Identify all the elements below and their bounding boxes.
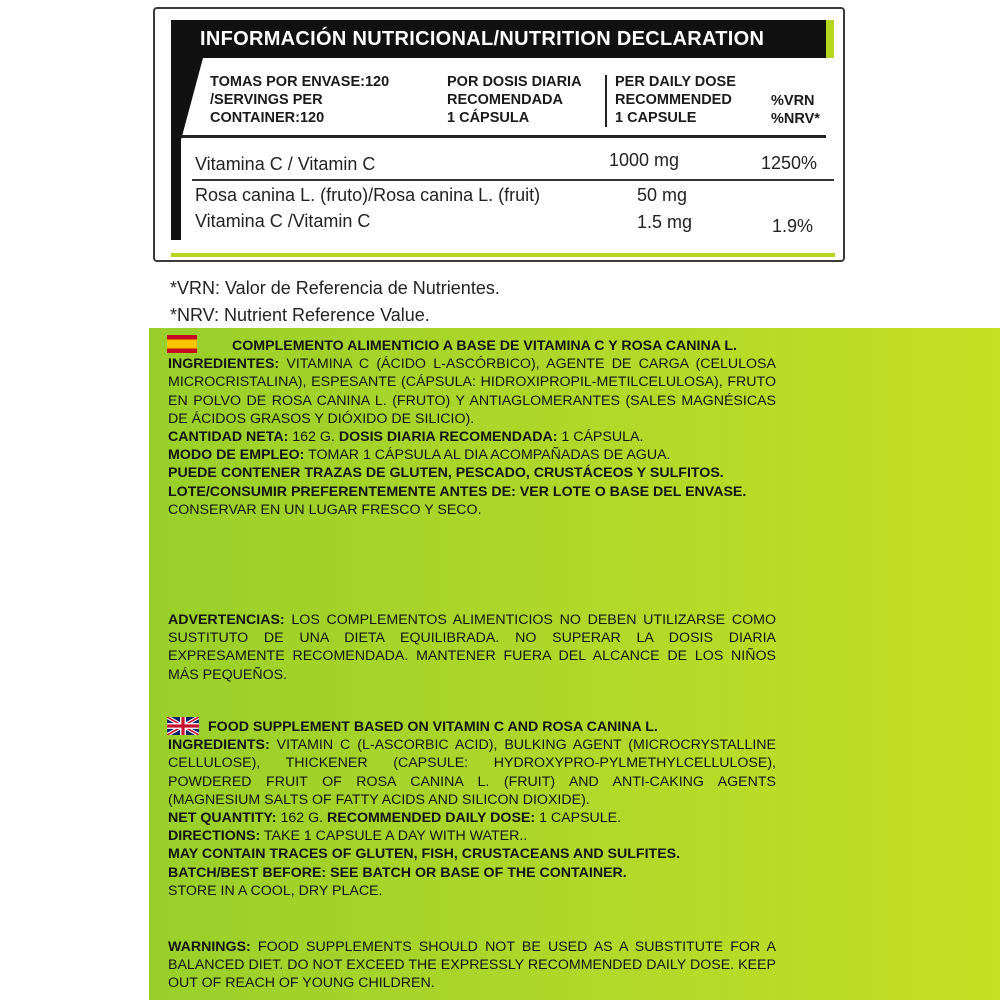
ingredients-es: VITAMINA C (ÁCIDO L-ASCÓRBICO), AGENTE DE CARGA (CELULOSA MICROCRISTALINA), ESPESANTE (CÁPSULA: HIDROXIPROPIL-METILCELULOSA), FRUTO EN POLVO DE ROSA CANINA L. (FRUTO) Y ANTIAGLOMERANTES (SALES MAGNÉSICAS DE ÁCIDOS GRASOS Y DIÓXIDO DE SILICIO). (168, 356, 776, 427)
dose-value-es: 1 CÁPSULA. (561, 429, 644, 446)
servings-header: TOMAS POR ENVASE:120 /SERVINGS PER CONTAINER:120 (210, 74, 390, 126)
row-2-name: Rosa canina L. (fruto)/Rosa canina L. (fruit) (195, 185, 541, 205)
dose-label-es: DOSIS DIARIA RECOMENDADA: (338, 429, 558, 446)
nutrition-title: INFORMACIÓN NUTRICIONAL/NUTRITION DECLARATION (200, 28, 765, 50)
ingredients-label-en: INGREDIENTS: (168, 737, 270, 754)
dose-value-en: 1 CAPSULE. (539, 810, 622, 827)
warnings-label-en: WARNINGS: (168, 939, 251, 955)
row-3-amount: 1.5 mg (637, 212, 693, 232)
traces-en: MAY CONTAIN TRACES OF GLUTEN, FISH, CRUSTACEANS AND SULFITES. (168, 846, 681, 863)
per-dose-en-header: PER DAILY DOSE RECOMMENDED 1 CAPSULE (615, 74, 736, 126)
spanish-warnings (168, 611, 776, 684)
row-3-percent: 1.9% (772, 216, 814, 236)
warnings-es: LOS COMPLEMENTOS ALIMENTICIOS NO DEBEN UTILIZARSE COMO SUSTITUTO DE UNA DIETA EQUILIBRADA. NO SUPERAR LA DOSIS DIARIA EXPRESAMENTE RECOMENDADA. MANTENER FUERA DEL ALCANCE DE LOS NIÑOS MÁS PEQUEÑOS. (168, 612, 776, 683)
row-divider (192, 179, 834, 181)
directions-label-en: DIRECTIONS: (168, 828, 261, 845)
batch-en: BATCH/BEST BEFORE: SEE BATCH OR BASE OF THE CONTAINER. (168, 864, 627, 881)
row-3-name: Vitamina C /Vitamin C (195, 211, 371, 231)
directions-value-en: TAKE 1 CAPSULE A DAY WITH WATER.. (263, 828, 528, 845)
row-1-percent: 1250% (761, 153, 818, 173)
header-separator (605, 75, 607, 127)
english-section (168, 718, 776, 900)
title-accent (826, 20, 834, 58)
table-bottom-accent (171, 253, 835, 257)
footnote-nrv: *NRV: Nutrient Reference Value. (170, 305, 430, 325)
row-2-amount: 50 mg (637, 185, 688, 205)
net-label-en: NET QUANTITY: (168, 810, 277, 827)
net-label-es: CANTIDAD NETA: (168, 429, 289, 446)
row-1-amount: 1000 mg (609, 150, 680, 170)
batch-es: LOTE/CONSUMIR PREFERENTEMENTE ANTES DE: VER LOTE O BASE DEL ENVASE. (168, 483, 747, 500)
traces-es: PUEDE CONTENER TRAZAS DE GLUTEN, PESCADO, CRUSTÁCEOS Y SULFITOS. (168, 465, 724, 482)
warnings-en: FOOD SUPPLEMENTS SHOULD NOT BE USED AS A SUBSTITUTE FOR A BALANCED DIET. DO NOT EXCEED THE EXPRESSLY RECOMMENDED DAILY DOSE. KEEP OUT OF REACH OF YOUNG CHILDREN. (168, 939, 776, 992)
per-dose-es-header: POR DOSIS DIARIA RECOMENDADA 1 CÁPSULA (447, 74, 582, 126)
warnings-label-es: ADVERTENCIAS: (168, 612, 285, 628)
english-title: FOOD SUPPLEMENT BASED ON VITAMIN C AND ROSA CANINA L. (208, 719, 658, 735)
vrn-header: %VRN %NRV* (771, 93, 820, 127)
storage-en: STORE IN A COOL, DRY PLACE. (168, 882, 383, 899)
ingredients-label-es: INGREDIENTES: (168, 356, 280, 373)
net-value-es: 162 G. (292, 429, 335, 446)
dose-label-en: RECOMMENDED DAILY DOSE: (327, 810, 536, 827)
header-corner (181, 58, 203, 140)
spanish-section (168, 337, 776, 519)
usage-value-es: TOMAR 1 CÁPSULA AL DIA ACOMPAÑADAS DE AGUA. (308, 447, 671, 464)
row-1-name: Vitamina C / Vitamin C (195, 154, 376, 174)
usage-label-es: MODO DE EMPLEO: (168, 447, 305, 464)
footnote-vrn: *VRN: Valor de Referencia de Nutrientes. (170, 278, 500, 298)
storage-es: CONSERVAR EN UN LUGAR FRESCO Y SECO. (168, 501, 482, 518)
ingredients-en: VITAMIN C (L-ASCORBIC ACID), BULKING AGENT (MICROCRYSTALLINE CELLULOSE), THICKENER (CAPSULE: HYDROXYPRO-PYLMETHYLCELLULOSE), POWDERED FRUIT OF ROSA CANINA L. (FRUIT) AND ANTI-CAKING AGENTS (MAGNESIUM SALTS OF FATTY ACIDS AND SILICON DIOXIDE). (168, 737, 776, 808)
english-warnings (168, 938, 776, 993)
net-value-en: 162 G. (280, 810, 324, 827)
spanish-title: COMPLEMENTO ALIMENTICIO A BASE DE VITAMINA C Y ROSA CANINA L. (232, 338, 737, 354)
header-rule (181, 135, 826, 138)
